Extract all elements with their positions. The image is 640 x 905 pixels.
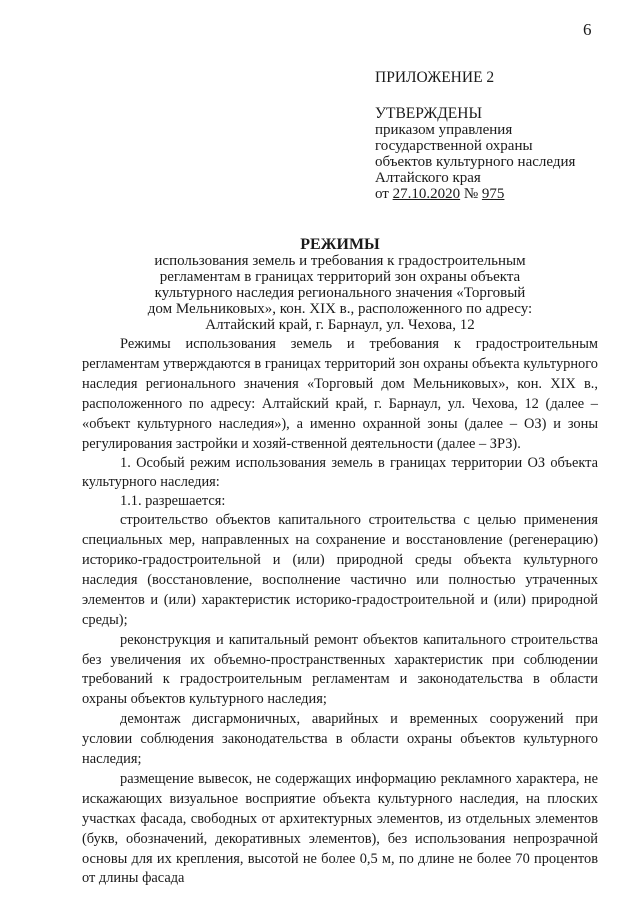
intro-paragraph: Режимы использования земель и требования к градостроительным регламентам утверждаются в границах территорий зон охраны объекта культурного наследия регионального значения «Торговый дом Мельниковых», кон. XIX в., расположенного по адресу: Алтайский край, г. Барнаул, ул. Чехова, 12 (далее – «объект культурного наследия»), а именно охранной зоны (далее – ОЗ) и зоны регулирования застройки и хозяй-ственной деятельности (далее – ЗРЗ). bbox=[82, 336, 598, 452]
heading-line: Алтайский край, г. Барнаул, ул. Чехова, 12 bbox=[205, 317, 475, 333]
order-prefix: от bbox=[375, 186, 393, 202]
list-item: демонтаж дисгармоничных, аварийных и временных сооружений при условии соблюдения законодательства в области охраны объектов культурного наследия; bbox=[82, 711, 598, 768]
heading-line: культурного наследия регионального значения «Торговый bbox=[154, 285, 526, 301]
document-heading bbox=[100, 237, 580, 333]
order-date: 27.10.2020 bbox=[392, 186, 461, 202]
heading-line: дом Мельниковых», кон. XIX в., расположенного по адресу: bbox=[147, 301, 533, 317]
list-item: строительство объектов капитального строительства с целью применения специальных мер, направленных на сохранение и восстановление (регенерацию) историко-градостроительной и (или) природной среды объекта культурного наследия (восстановление, восполнение частично или полностью утраченных элементов и (или) характеристик историко-градостроительной и (или) природной среды); bbox=[82, 512, 598, 628]
document-body bbox=[82, 335, 598, 889]
approval-line: объектов культурного наследия bbox=[375, 154, 576, 170]
section-heading: 1. Особый режим использования земель в границах территории ОЗ объекта культурного наследия: bbox=[82, 455, 598, 491]
approved-title: УТВЕРЖДЕНЫ bbox=[375, 105, 482, 122]
order-number-sign: № bbox=[460, 186, 482, 202]
list-item: размещение вывесок, не содержащих информацию рекламного характера, не искажающих визуальное восприятие объекта культурного наследия, на плоских участках фасада, свободных от архитектурных элементов, из отдельных элементов (букв, обозначений, декоративных элементов), без использования непрозрачной основы для их крепления, высотой не более 0,5 м, по длине не более 70 процентов от длины фасада bbox=[82, 770, 598, 887]
heading-line: регламентам в границах территорий зон охраны объекта bbox=[159, 269, 521, 285]
approval-line: государственной охраны bbox=[375, 138, 533, 154]
document-title: РЕЖИМЫ bbox=[300, 236, 380, 253]
approval-line: Алтайского края bbox=[375, 170, 481, 186]
page-number: 6 bbox=[583, 20, 592, 39]
order-reference bbox=[375, 186, 625, 202]
subsection-heading: 1.1. разрешается: bbox=[120, 493, 226, 510]
approval-line: приказом управления bbox=[375, 122, 513, 138]
heading-line: использования земель и требования к градостроительным bbox=[154, 253, 526, 269]
appendix-title: ПРИЛОЖЕНИЕ 2 bbox=[375, 69, 495, 86]
list-item: реконструкция и капитальный ремонт объектов капитального строительства без увеличения их объемно-пространственных характеристик при соблюдении требований к градостроительным регламентам и законодательства в области охраны объектов культурного наследия; bbox=[82, 631, 598, 708]
order-number: 975 bbox=[481, 186, 505, 202]
approval-block bbox=[375, 70, 625, 202]
